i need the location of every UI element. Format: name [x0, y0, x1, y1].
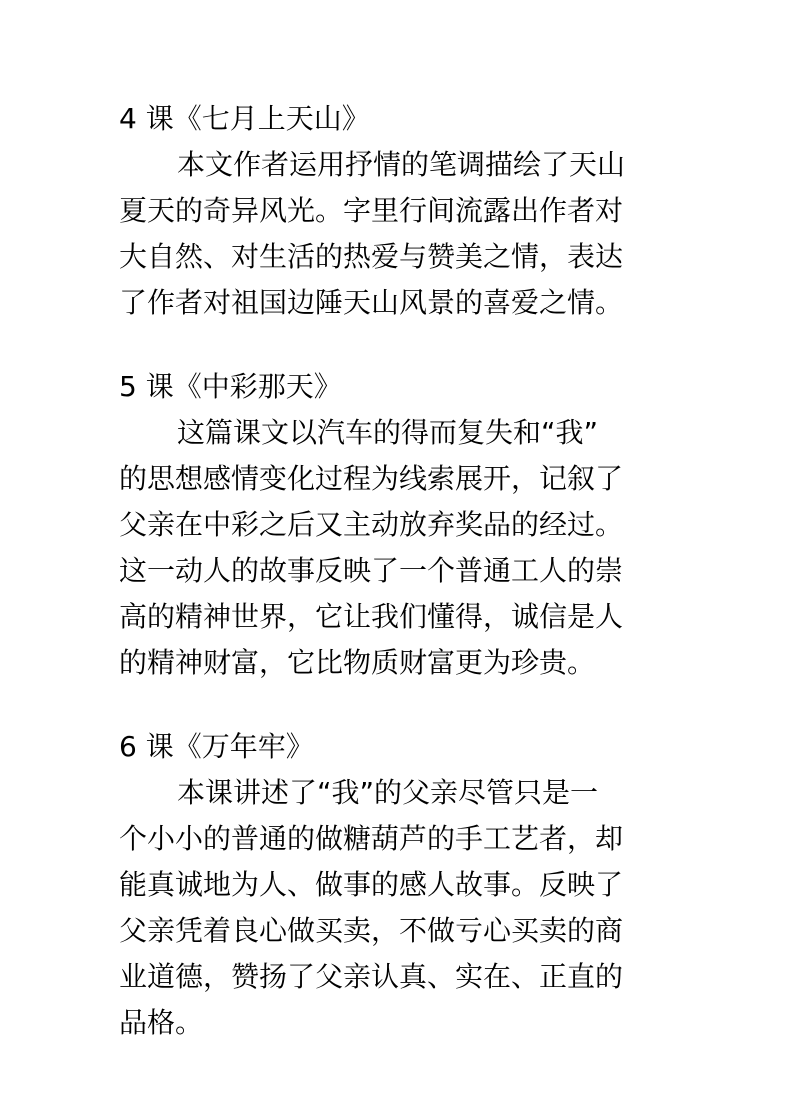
document-page [119, 96, 659, 1084]
lesson-6-heading: 6 课《万年牢》 [119, 730, 314, 763]
text-line: 能真诚地为人、做事的感人故事。反映了 [119, 868, 624, 901]
lesson-4-section [119, 96, 659, 326]
text-line: 品格。 [119, 1006, 204, 1039]
text-line: 个小小的普通的做糖葫芦的手工艺者，却 [119, 822, 624, 855]
lesson-6-section [119, 724, 659, 1046]
lesson-5-heading: 5 课《中彩那天》 [119, 370, 342, 403]
text-line: 高的精神世界，它让我们懂得，诚信是人 [119, 600, 624, 633]
text-line: 夏天的奇异风光。字里行间流露出作者对 [119, 194, 624, 227]
text-line: 了作者对祖国边陲天山风景的喜爱之情。 [119, 286, 624, 319]
lesson-5-section [119, 364, 659, 686]
text-line: 父亲凭着良心做买卖，不做亏心买卖的商 [119, 914, 624, 947]
lesson-4-heading: 4 课《七月上天山》 [119, 102, 370, 135]
text-line: 业道德，赞扬了父亲认真、实在、正直的 [119, 960, 624, 993]
lesson-5-summary [119, 410, 659, 686]
text-line: 本文作者运用抒情的笔调描绘了天山 [177, 148, 626, 181]
text-line: 父亲在中彩之后又主动放弃奖品的经过。 [119, 508, 624, 541]
text-line: 的思想感情变化过程为线索展开，记叙了 [119, 462, 624, 495]
lesson-6-summary [119, 770, 659, 1046]
lesson-4-summary [119, 142, 659, 326]
text-line: 这一动人的故事反映了一个普通工人的崇 [119, 554, 624, 587]
text-line: 这篇课文以汽车的得而复失和“我” [177, 416, 599, 449]
text-line: 大自然、对生活的热爱与赞美之情，表达 [119, 240, 624, 273]
text-line: 本课讲述了“我”的父亲尽管只是一 [177, 776, 599, 809]
text-line: 的精神财富，它比物质财富更为珍贵。 [119, 646, 596, 679]
